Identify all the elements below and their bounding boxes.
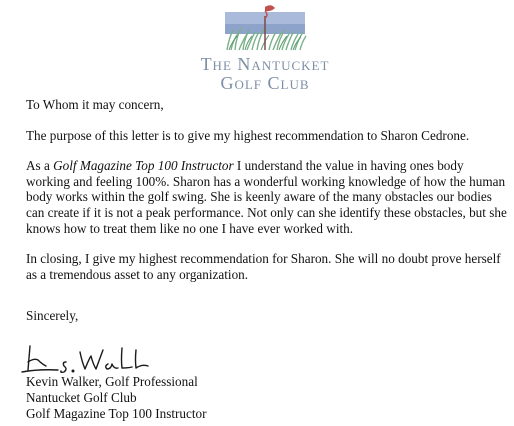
club-name-line1: The Nantucket (200, 54, 330, 74)
handwritten-signature-icon (18, 338, 158, 378)
letter-body (26, 97, 508, 324)
signer-credential: Golf Magazine Top 100 Instructor (26, 405, 207, 421)
club-name-header (160, 55, 370, 93)
signature-block (26, 374, 206, 421)
body-paragraph-experience (26, 158, 508, 236)
logo-flag (265, 5, 275, 11)
para2-credential: Golf Magazine Top 100 Instructor (53, 158, 234, 174)
para2-prefix: As a (26, 158, 54, 174)
club-name-line2: Golf Club (220, 73, 310, 93)
sign-off: Sincerely, (26, 308, 79, 324)
para2-rest: I understand the value in having ones body working and feeling 100%. Sharon has a wonderful working knowledge of how the human body works within the golf swing. She is keenly aware of the many obstacles our bodies can create if it is not a peak performance. Not only can she identify these obstacles, but she knows how to treat them like no one I have ever worked with. (26, 158, 507, 236)
closing-paragraph: In closing, I give my highest recommendation for Sharon. She will no doubt prove herself as a tremendous asset to any organization. (26, 251, 501, 282)
purpose-paragraph: The purpose of this letter is to give my highest recommendation to Sharon Cedrone. (26, 127, 470, 143)
greeting: To Whom it may concern, (26, 97, 164, 112)
signer-name-title: Kevin Walker, Golf Professional (26, 374, 198, 389)
golf-flag-grass-logo-icon (219, 2, 311, 54)
signer-club: Nantucket Golf Club (26, 389, 137, 405)
